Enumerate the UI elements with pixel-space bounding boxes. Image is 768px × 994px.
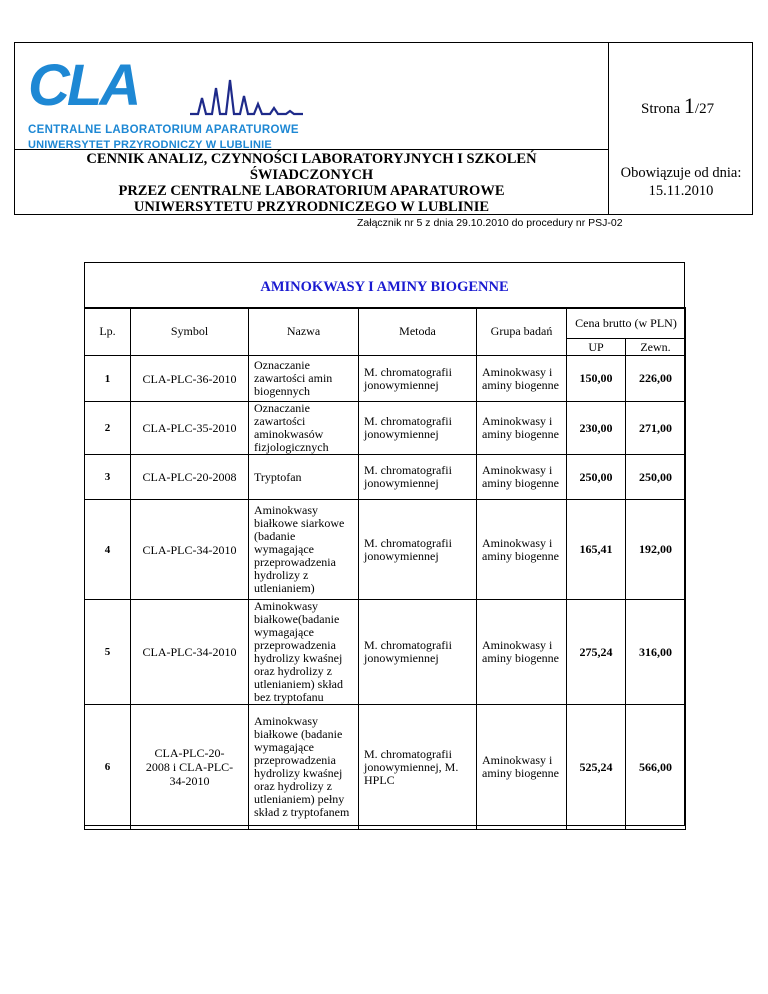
cell-price-up: 165,41 — [567, 500, 626, 600]
table-row — [85, 455, 686, 500]
cell-group: Aminokwasy i aminy biogenne — [477, 402, 567, 455]
title-line: PRZEZ CENTRALNE LABORATORIUM APARATUROWE — [118, 183, 505, 199]
cell-group: Aminokwasy i aminy biogenne — [477, 455, 567, 500]
cell-name: Aminokwasy białkowe(badanie wymagające przeprowadzenia hydrolizy kwaśnej oraz hydrolizy z utlenianiem) skład bez tryptofanu — [249, 600, 359, 705]
cell-symbol: CLA-PLC-36-2010 — [131, 356, 249, 402]
cell-lp: 2 — [85, 402, 131, 455]
col-name: Nazwa — [249, 308, 359, 356]
cell-price-up: 525,24 — [567, 705, 626, 830]
document-header — [14, 42, 753, 215]
cell-group: Aminokwasy i aminy biogenne — [477, 600, 567, 705]
logo-line-2: UNIWERSYTET PRZYRODNICZY W LUBLINIE — [28, 139, 272, 151]
col-lp: Lp. — [85, 308, 131, 356]
logo-line-1: CENTRALNE LABORATORIUM APARATUROWE — [28, 124, 299, 136]
cell-group: Aminokwasy i aminy biogenne — [477, 500, 567, 600]
cell-group: Aminokwasy i aminy biogenne — [477, 356, 567, 402]
col-price-ext: Zewn. — [626, 339, 686, 356]
cell-name: Aminokwasy białkowe (badanie wymagające przeprowadzenia hydrolizy kwaśnej oraz hydrolizy z utlenianiem) pełny skład z tryptofanem — [249, 705, 359, 830]
annex-note: Załącznik nr 5 z dnia 29.10.2010 do procedury nr PSJ-02 — [357, 217, 623, 229]
col-price: Cena brutto (w PLN) — [567, 308, 686, 339]
table-row — [85, 500, 686, 600]
cell-name: Oznaczanie zawartości amin biogennych — [249, 356, 359, 402]
cell-price-ext: 271,00 — [626, 402, 686, 455]
cell-symbol: CLA-PLC-34-2010 — [131, 500, 249, 600]
page-current: 1 — [683, 93, 695, 118]
cell-symbol-text: CLA-PLC-20-2008 i CLA-PLC-34-2010 — [145, 746, 234, 788]
document-title — [15, 151, 608, 215]
cell-lp: 3 — [85, 455, 131, 500]
cell-group: Aminokwasy i aminy biogenne — [477, 705, 567, 830]
cell-method: M. chromatografii jonowymiennej — [359, 356, 477, 402]
cell-method: M. chromatografii jonowymiennej — [359, 455, 477, 500]
col-price-up: UP — [567, 339, 626, 356]
cell-lp: 6 — [85, 705, 131, 830]
cell-method: M. chromatografii jonowymiennej, M. HPLC — [359, 705, 477, 830]
validity-box — [608, 164, 754, 200]
col-group: Grupa badań — [477, 308, 567, 356]
cell-price-ext: 250,00 — [626, 455, 686, 500]
title-line: ŚWIADCZONYCH — [249, 167, 374, 183]
page-total: /27 — [694, 101, 715, 117]
cell-price-up: 250,00 — [567, 455, 626, 500]
table-header-row — [85, 308, 686, 339]
section-title: AMINOKWASY I AMINY BIOGENNE — [260, 279, 509, 295]
cell-price-up: 275,24 — [567, 600, 626, 705]
cell-name: Aminokwasy białkowe siarkowe (badanie wymagające przeprowadzenia hydrolizy z utlenianiem) — [249, 500, 359, 600]
validity-date: 15.11.2010 — [648, 183, 714, 199]
cell-symbol: CLA-PLC-35-2010 — [131, 402, 249, 455]
col-method: Metoda — [359, 308, 477, 356]
cell-method: M. chromatografii jonowymiennej — [359, 402, 477, 455]
page-prefix: Strona — [641, 101, 681, 117]
page-number — [641, 93, 714, 119]
cell-lp: 4 — [85, 500, 131, 600]
cell-method: M. chromatografii jonowymiennej — [359, 500, 477, 600]
cell-name: Tryptofan — [249, 455, 359, 500]
logo-wave-icon — [190, 78, 305, 120]
cell-lp: 5 — [85, 600, 131, 705]
cell-price-up: 150,00 — [567, 356, 626, 402]
price-table — [84, 307, 686, 830]
cell-price-ext: 192,00 — [626, 500, 686, 600]
cell-symbol: CLA-PLC-34-2010 — [131, 600, 249, 705]
cell-price-ext: 566,00 — [626, 705, 686, 830]
cell-symbol: CLA-PLC-20-2008 — [131, 455, 249, 500]
cell-price-up: 230,00 — [567, 402, 626, 455]
table-row — [85, 600, 686, 705]
validity-label: Obowiązuje od dnia: — [620, 165, 742, 181]
table-row — [85, 705, 686, 830]
cell-name: Oznaczanie zawartości aminokwasów fizjologicznych — [249, 402, 359, 455]
cell-price-ext: 316,00 — [626, 600, 686, 705]
title-line: CENNIK ANALIZ, CZYNNOŚCI LABORATORYJNYCH I SZKOLEŃ — [86, 151, 537, 167]
cla-logo — [22, 50, 312, 151]
col-symbol: Symbol — [131, 308, 249, 356]
cell-method: M. chromatografii jonowymiennej — [359, 600, 477, 705]
cell-symbol — [131, 705, 249, 830]
logo-mark: CLA — [28, 53, 139, 118]
table-row — [85, 356, 686, 402]
cell-lp: 1 — [85, 356, 131, 402]
table-row — [85, 402, 686, 455]
title-line: UNIWERSYTETU PRZYRODNICZEGO W LUBLINIE — [133, 199, 490, 215]
cell-price-ext: 226,00 — [626, 356, 686, 402]
